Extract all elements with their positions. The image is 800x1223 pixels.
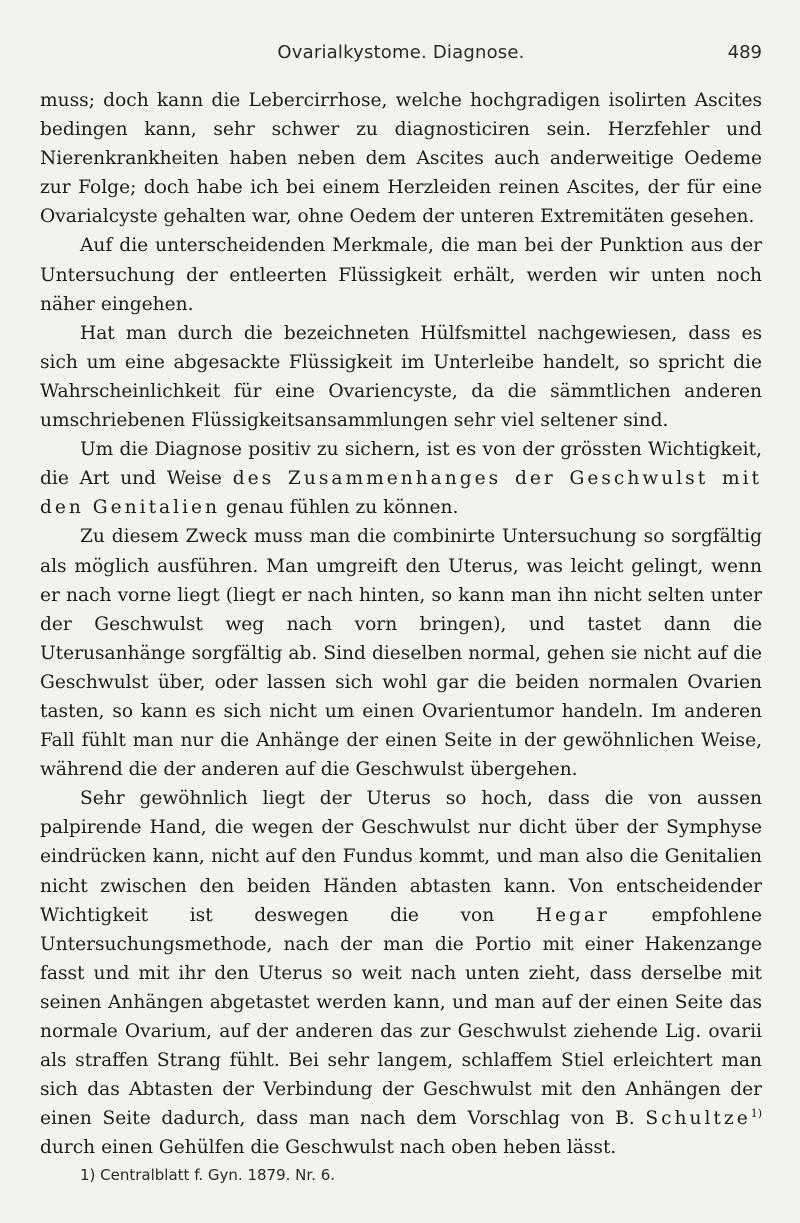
paragraph-6-text-after: durch einen Gehülfen die Geschwulst nach oben heben lässt. — [40, 1137, 617, 1159]
paragraph-6-text-middle: empfohlene Untersuchungsmethode, nach der man die Portio mit einer Hakenzange fasst und mit ihr den Uterus so weit nach unten zieht, dass derselbe mit seinen Anhängen abgetastet werden kann, und man auf der einen Seite das normale Ovarium, auf der anderen das zur Geschwulst ziehende Lig. ovarii als straffen Strang fühlt. Bei sehr langem, schlaffem Stiel erleichtert man sich das Abtasten der Verbindung der Geschwulst mit den Anhängen der einen Seite dadurch, dass man nach dem Vorschlag von B. — [40, 904, 762, 1130]
author-name-hegar: Hegar — [535, 904, 610, 926]
page-number: 489 — [727, 42, 762, 63]
paragraph-5: Zu diesem Zweck muss man die combinirte Untersuchung so sorgfältig als möglich ausführen. Man umgreift den Uterus, was leicht gelingt, wenn er nach vorne liegt (liegt er nach hinten, so kann man ihn nicht selten unter der Geschwulst weg nach vorn bringen), und tastet dann die Uterusanhänge sorgfältig ab. Sind dieselben normal, gehen sie nicht auf die Geschwulst über, oder lassen sich wohl gar die beiden normalen Ovarien tasten, so kann es sich nicht um einen Ovarientumor handeln. Im anderen Fall fühlt man nur die Anhänge der einen Seite in der gewöhnlichen Weise, während die der anderen auf die Geschwulst übergehen. — [40, 526, 762, 781]
paragraph-2: Auf die unterscheidenden Merkmale, die man bei der Punktion aus der Untersuchung der entleerten Flüssigkeit erhält, werden wir unten noch näher eingehen. — [40, 235, 762, 315]
paragraph-6 — [40, 784, 762, 1162]
running-title: Ovarialkystome. Diagnose. — [277, 42, 525, 63]
paragraph-6-text-before: Sehr gewöhnlich liegt der Uterus so hoch, dass die von aussen palpirende Hand, die wegen der Geschwulst nur dicht über der Symphyse eindrücken kann, nicht auf den Fundus kommt, und man also die Genitalien nicht zwischen den beiden Händen abtasten kann. Von entscheidender Wichtigkeit ist deswegen die von — [40, 788, 762, 926]
paragraph-4 — [40, 435, 762, 522]
footnote-marker: 1) — [750, 1107, 762, 1121]
footnote: 1) Centralblatt f. Gyn. 1879. Nr. 6. — [80, 1166, 336, 1184]
paragraph-4-text-before: Um die Diagnose positiv zu sichern, ist es von der grössten Wichtigkeit, die Art und Weise — [40, 439, 762, 490]
paragraph-3: Hat man durch die bezeichneten Hülfsmittel nachgewiesen, dass es sich um eine abgesackte Flüssigkeit im Unterleibe handelt, so spricht die Wahrscheinlichkeit für eine Ovariencyste, da die sämmtlichen anderen umschriebenen Flüssigkeitsansammlungen sehr viel seltener sind. — [40, 322, 762, 432]
paragraph-1: muss; doch kann die Lebercirrhose, welche hochgradigen isolirten Ascites bedingen kann, sehr schwer zu diagnosticiren sein. Herzfehler und Nierenkrankheiten haben neben dem Ascites auch anderweitige Oedeme zur Folge; doch habe ich bei einem Herzleiden reinen Ascites, der für eine Ovarialcyste gehalten war, ohne Oedem der unteren Extremitäten gesehen. — [40, 90, 762, 228]
body-text — [40, 86, 762, 1162]
paragraph-4-text-after: genau fühlen zu können. — [220, 497, 459, 519]
running-head — [40, 42, 762, 70]
author-name-schultze: Schultze — [645, 1108, 751, 1130]
paragraph-4-emphasis: des Zusammenhanges der Geschwulst mit den Genitalien — [40, 468, 762, 519]
